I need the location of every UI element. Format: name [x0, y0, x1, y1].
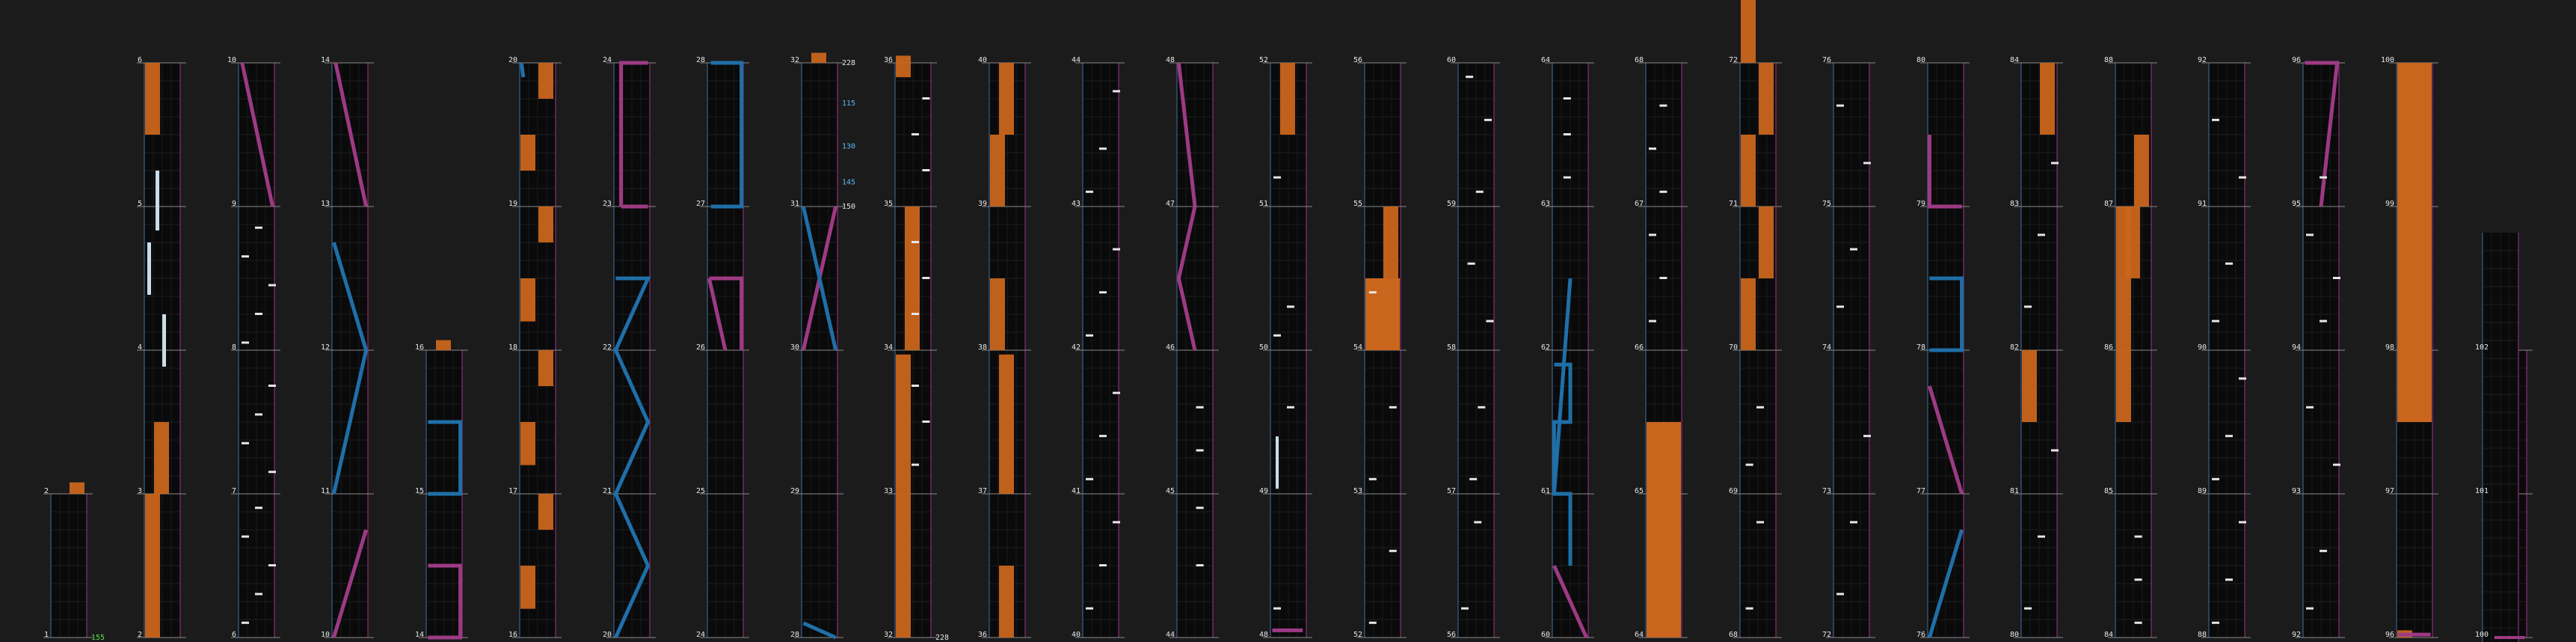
- chart-column: [1451, 63, 1500, 638]
- tap-note: [255, 313, 262, 315]
- hold-note: [1759, 63, 1774, 135]
- measure-number: 84: [2009, 56, 2019, 64]
- hold-note: [436, 340, 451, 350]
- tap-note: [1476, 191, 1484, 193]
- measure-number: 91: [2197, 200, 2207, 208]
- measure-number: 46: [1165, 343, 1175, 352]
- measure-number: 102: [2474, 343, 2489, 352]
- tap-note: [1564, 133, 1571, 135]
- hold-note: [896, 55, 911, 77]
- tap-note: [2212, 119, 2219, 121]
- tap-note: [1469, 478, 1477, 480]
- measure-number: 79: [1916, 200, 1925, 208]
- hold-note: [2397, 63, 2432, 422]
- measure-number: 80: [1916, 56, 1925, 64]
- measure-number: 28: [695, 56, 705, 64]
- hold-note: [147, 242, 151, 295]
- hold-note: [2022, 350, 2037, 422]
- tap-note: [1486, 320, 1493, 322]
- measure-number: 68: [1728, 631, 1738, 639]
- measure-number: 52: [1258, 56, 1268, 64]
- tap-note: [912, 133, 919, 135]
- measure-number: 69: [1728, 487, 1738, 495]
- measure-number: 32: [790, 56, 799, 64]
- tap-note: [1746, 608, 1753, 610]
- bpm-label: 130: [842, 142, 856, 151]
- measure-number: 38: [977, 343, 987, 352]
- chart-column: [982, 63, 1031, 638]
- tap-note: [922, 277, 929, 279]
- measure-number: 51: [1258, 200, 1268, 208]
- measure-number: 43: [1071, 200, 1080, 208]
- measure-number: 59: [1446, 200, 1456, 208]
- hold-note: [1741, 0, 1756, 63]
- measure-number: 88: [2197, 631, 2207, 639]
- tap-note: [2320, 550, 2327, 552]
- measure-number: 84: [2103, 631, 2113, 639]
- tap-note: [1196, 406, 1204, 409]
- tap-note: [255, 227, 262, 229]
- tap-note: [1287, 406, 1294, 409]
- tap-note: [1850, 521, 1857, 523]
- tap-note: [1273, 177, 1281, 179]
- tap-note: [1649, 233, 1656, 236]
- measure-number: 30: [790, 343, 799, 352]
- hold-note: [520, 278, 535, 322]
- tap-note: [1474, 521, 1481, 523]
- hold-note: [1759, 207, 1774, 278]
- hold-note: [1741, 278, 1756, 350]
- tap-note: [2212, 478, 2219, 480]
- measure-number: 63: [1540, 200, 1550, 208]
- measure-number: 70: [1728, 343, 1738, 352]
- measure-number: 82: [2009, 343, 2019, 352]
- tap-note: [2333, 464, 2340, 466]
- measure-number: 98: [2385, 343, 2394, 352]
- hold-note: [70, 483, 84, 494]
- chart-column: [1826, 63, 1875, 638]
- measure-number: 90: [2197, 343, 2207, 352]
- measure-number: 4: [137, 343, 142, 352]
- measure-number: 44: [1071, 56, 1080, 64]
- hold-note: [154, 422, 169, 494]
- measure-number: 86: [2103, 343, 2113, 352]
- tap-note: [1659, 277, 1667, 279]
- measure-number: 67: [1634, 200, 1644, 208]
- tap-note: [255, 507, 262, 509]
- tap-note: [2038, 536, 2045, 538]
- tap-note: [2320, 177, 2327, 179]
- hold-note: [520, 135, 535, 171]
- measure-number: 92: [2197, 56, 2207, 64]
- tap-note: [1863, 435, 1871, 437]
- hold-note: [156, 171, 159, 230]
- hold-note: [896, 355, 911, 638]
- chart-column: [1263, 63, 1312, 638]
- measure-number: 56: [1446, 631, 1456, 639]
- hold-note: [538, 207, 553, 242]
- tap-note: [2225, 578, 2233, 581]
- measure-number: 57: [1446, 487, 1456, 495]
- tap-note: [1086, 478, 1093, 480]
- hold-note: [538, 63, 553, 99]
- measure-number: 48: [1258, 631, 1268, 639]
- tap-note: [922, 97, 929, 100]
- tap-note: [1196, 507, 1204, 509]
- tap-note: [1287, 305, 1294, 308]
- measure-number: 80: [2009, 631, 2019, 639]
- measure-number: 32: [883, 631, 893, 639]
- measure-number: 49: [1258, 487, 1268, 495]
- measure-number: 52: [1353, 631, 1362, 639]
- chart-column: [2483, 233, 2518, 642]
- measure-number: 20: [602, 631, 612, 639]
- hold-note: [538, 494, 553, 530]
- measure-number: 54: [1353, 343, 1362, 352]
- measure-number: 24: [602, 56, 612, 64]
- measure-number: 97: [2385, 487, 2394, 495]
- tap-note: [2212, 320, 2219, 322]
- tap-note: [2135, 578, 2142, 581]
- chart-column: [512, 63, 562, 638]
- measure-number: 42: [1071, 343, 1080, 352]
- measure-number: 83: [2009, 200, 2019, 208]
- measure-number: 100: [2380, 56, 2394, 64]
- measure-number: 29: [790, 487, 799, 495]
- measure-number: 60: [1540, 631, 1550, 639]
- hold-note: [145, 494, 160, 638]
- measure-number: 101: [2474, 487, 2489, 495]
- tap-note: [1659, 105, 1667, 107]
- tap-note: [242, 622, 249, 624]
- measure-number: 9: [231, 200, 236, 208]
- hold-note: [2134, 135, 2149, 207]
- measure-number: 18: [508, 343, 517, 352]
- hold-note: [905, 207, 920, 350]
- measure-number: 20: [508, 56, 517, 64]
- hold-note: [1276, 436, 1279, 489]
- hold-note: [162, 314, 166, 367]
- tap-note: [1564, 97, 1571, 100]
- measure-number: 12: [320, 343, 330, 352]
- measure-number: 36: [883, 56, 893, 64]
- measure-number: 71: [1728, 200, 1738, 208]
- tap-note: [1836, 305, 1844, 308]
- bpm-label: 145: [842, 178, 856, 187]
- tap-note: [242, 536, 249, 538]
- measure-number: 23: [602, 200, 612, 208]
- measure-number: 60: [1446, 56, 1456, 64]
- tap-note: [1389, 550, 1397, 552]
- measure-number: 15: [414, 487, 424, 495]
- measure-number: 3: [137, 487, 142, 495]
- tap-note: [1099, 291, 1107, 293]
- hold-note: [520, 566, 535, 609]
- tap-note: [1369, 478, 1377, 480]
- tap-note: [2225, 435, 2233, 437]
- tap-note: [1468, 263, 1475, 265]
- tap-note: [2051, 449, 2059, 451]
- measure-number: 72: [1822, 631, 1831, 639]
- tap-note: [255, 593, 262, 595]
- tap-note: [1196, 449, 1204, 451]
- measure-number: 81: [2009, 487, 2019, 495]
- measure-number: 11: [320, 487, 330, 495]
- measure-number: 6: [137, 56, 142, 64]
- measure-number: 48: [1165, 56, 1175, 64]
- measure-number: 95: [2291, 200, 2301, 208]
- measure-number: 31: [790, 200, 799, 208]
- measure-number: 78: [1916, 343, 1925, 352]
- measure-number: 35: [883, 200, 893, 208]
- measure-number: 73: [1822, 487, 1831, 495]
- hold-note: [999, 63, 1014, 135]
- hold-note: [2040, 63, 2055, 135]
- measure-number: 88: [2103, 56, 2113, 64]
- tap-note: [1756, 406, 1764, 409]
- tap-note: [1389, 406, 1397, 409]
- tap-note: [1086, 608, 1093, 610]
- measure-number: 66: [1634, 343, 1644, 352]
- tap-note: [1649, 320, 1656, 322]
- measure-number: 87: [2103, 200, 2113, 208]
- tap-note: [2320, 320, 2327, 322]
- hold-note: [1383, 207, 1398, 278]
- hold-note: [538, 350, 553, 386]
- measure-number: 44: [1165, 631, 1175, 639]
- tap-note: [242, 442, 249, 444]
- measure-number: 92: [2291, 631, 2301, 639]
- measure-number: 14: [320, 56, 330, 64]
- measure-number: 6: [231, 631, 236, 639]
- tap-note: [1369, 622, 1377, 624]
- measure-number: 56: [1353, 56, 1362, 64]
- tap-note: [1113, 521, 1120, 523]
- tap-note: [242, 255, 249, 257]
- chart-column: [794, 63, 843, 638]
- measure-number: 26: [695, 343, 705, 352]
- measure-number: 89: [2197, 487, 2207, 495]
- measure-number: 99: [2385, 200, 2394, 208]
- chart-column: [43, 494, 93, 638]
- hold-note: [999, 355, 1014, 494]
- tap-note: [268, 471, 276, 473]
- measure-number: 40: [977, 56, 987, 64]
- measure-number: 50: [1258, 343, 1268, 352]
- measure-number: 33: [883, 487, 893, 495]
- tap-note: [1649, 147, 1656, 150]
- tap-note: [1086, 334, 1093, 337]
- measure-number: 19: [508, 200, 517, 208]
- hold-note: [990, 278, 1005, 350]
- tap-note: [1273, 608, 1281, 610]
- tap-note: [912, 464, 919, 466]
- tap-note: [912, 313, 919, 315]
- measure-number: 40: [1071, 631, 1080, 639]
- hold-note: [520, 422, 535, 465]
- tap-note: [1756, 521, 1764, 523]
- chart-column: [2201, 63, 2251, 638]
- measure-number: 16: [508, 631, 517, 639]
- tap-note: [1863, 162, 1871, 164]
- tap-note: [1099, 435, 1107, 437]
- chart-columns: [43, 63, 2533, 642]
- measure-number: 93: [2291, 487, 2301, 495]
- tap-note: [2306, 608, 2314, 610]
- hold-note: [1280, 63, 1295, 135]
- measure-number: 2: [43, 487, 49, 495]
- tap-note: [1113, 392, 1120, 394]
- measure-number: 13: [320, 200, 330, 208]
- chart-column: [137, 63, 186, 638]
- measure-number: 53: [1353, 487, 1362, 495]
- measure-number: 76: [1916, 631, 1925, 639]
- measure-number: 22: [602, 343, 612, 352]
- bpm-label: 155: [91, 634, 105, 642]
- measure-number: 64: [1540, 56, 1550, 64]
- measure-number: 28: [790, 631, 799, 639]
- chart-column: [2014, 63, 2063, 638]
- measure-number: 17: [508, 487, 517, 495]
- tap-note: [268, 564, 276, 566]
- measure-number: 75: [1822, 200, 1831, 208]
- measure-number: 72: [1728, 56, 1738, 64]
- measure-number: 65: [1634, 487, 1644, 495]
- measure-number: 8: [231, 343, 236, 352]
- bpm-label: 228: [842, 59, 856, 67]
- tap-note: [1113, 248, 1120, 251]
- tap-note: [1099, 564, 1107, 566]
- tap-note: [1369, 291, 1377, 293]
- tap-note: [2024, 305, 2032, 308]
- measure-number: 39: [977, 200, 987, 208]
- tap-note: [2306, 406, 2314, 409]
- measure-number: 21: [602, 487, 612, 495]
- measure-number: 76: [1822, 56, 1831, 64]
- slide-path: [521, 63, 523, 77]
- tap-note: [1099, 147, 1107, 150]
- measure-number: 5: [137, 200, 142, 208]
- measure-number: 64: [1634, 631, 1644, 639]
- tap-note: [922, 169, 929, 171]
- measure-number: 100: [2474, 631, 2489, 639]
- measure-number: 24: [695, 631, 705, 639]
- measure-number: 94: [2291, 343, 2301, 352]
- chart-column: [231, 63, 280, 638]
- measure-number: 37: [977, 487, 987, 495]
- tap-note: [2239, 177, 2246, 179]
- tap-note: [2239, 521, 2246, 523]
- tap-note: [2051, 162, 2059, 164]
- tap-note: [1836, 593, 1844, 595]
- tap-note: [2024, 608, 2032, 610]
- measure-number: 62: [1540, 343, 1550, 352]
- measure-number: 58: [1446, 343, 1456, 352]
- tap-note: [2135, 536, 2142, 538]
- measure-number: 1: [43, 631, 49, 639]
- measure-number: 16: [414, 343, 424, 352]
- measure-number: 7: [231, 487, 236, 495]
- bpm-label: 150: [842, 203, 856, 211]
- tap-note: [1850, 248, 1857, 251]
- tap-note: [922, 421, 929, 423]
- tap-note: [1659, 191, 1667, 193]
- tap-note: [2038, 233, 2045, 236]
- tap-note: [2333, 277, 2340, 279]
- measure-number: 55: [1353, 200, 1362, 208]
- tap-note: [1484, 119, 1492, 121]
- measure-number: 47: [1165, 200, 1175, 208]
- hold-note: [2116, 350, 2131, 422]
- chart-column: [2108, 63, 2157, 638]
- hold-note: [990, 135, 1005, 207]
- measure-number: 27: [695, 200, 705, 208]
- hold-note: [999, 566, 1014, 638]
- tap-note: [1086, 191, 1093, 193]
- measure-number: 68: [1634, 56, 1644, 64]
- measure-number: 14: [414, 631, 424, 639]
- hold-note: [1647, 422, 1681, 638]
- hold-note: [2125, 207, 2140, 278]
- tap-note: [268, 284, 276, 287]
- measure-number: 10: [320, 631, 330, 639]
- tap-note: [1113, 90, 1120, 92]
- tap-note: [268, 385, 276, 387]
- measure-number: 85: [2103, 487, 2113, 495]
- measure-number: 34: [883, 343, 893, 352]
- measure-number: 36: [977, 631, 987, 639]
- tap-note: [1478, 406, 1485, 409]
- tap-note: [912, 241, 919, 243]
- hold-note: [145, 63, 160, 135]
- measure-number: 10: [227, 56, 236, 64]
- tap-note: [2212, 622, 2219, 624]
- measure-number: 41: [1071, 487, 1080, 495]
- tap-note: [1461, 608, 1469, 610]
- tap-note: [912, 385, 919, 387]
- tap-note: [2306, 233, 2314, 236]
- bpm-label: 228: [935, 634, 950, 642]
- tap-note: [2135, 622, 2142, 624]
- measure-number: 45: [1165, 487, 1175, 495]
- chart-column: [1733, 63, 1782, 638]
- hold-note: [1365, 278, 1400, 350]
- tap-note: [2239, 377, 2246, 379]
- bpm-label: 115: [842, 99, 856, 108]
- tap-note: [2225, 263, 2233, 265]
- tap-note: [242, 341, 249, 343]
- tap-note: [1746, 464, 1753, 466]
- tap-note: [1273, 334, 1281, 337]
- tap-note: [1836, 105, 1844, 107]
- tap-note: [255, 413, 262, 415]
- measure-number: 61: [1540, 487, 1550, 495]
- measure-number: 96: [2291, 56, 2301, 64]
- tap-note: [1196, 564, 1204, 566]
- tap-note: [1564, 177, 1571, 179]
- tap-note: [1466, 76, 1473, 78]
- measure-number: 2: [137, 631, 142, 639]
- measure-number: 74: [1822, 343, 1831, 352]
- measure-number: 77: [1916, 487, 1925, 495]
- measure-number: 25: [695, 487, 705, 495]
- hold-note: [811, 53, 826, 63]
- measure-number: 96: [2385, 631, 2394, 639]
- hold-note: [1741, 135, 1756, 207]
